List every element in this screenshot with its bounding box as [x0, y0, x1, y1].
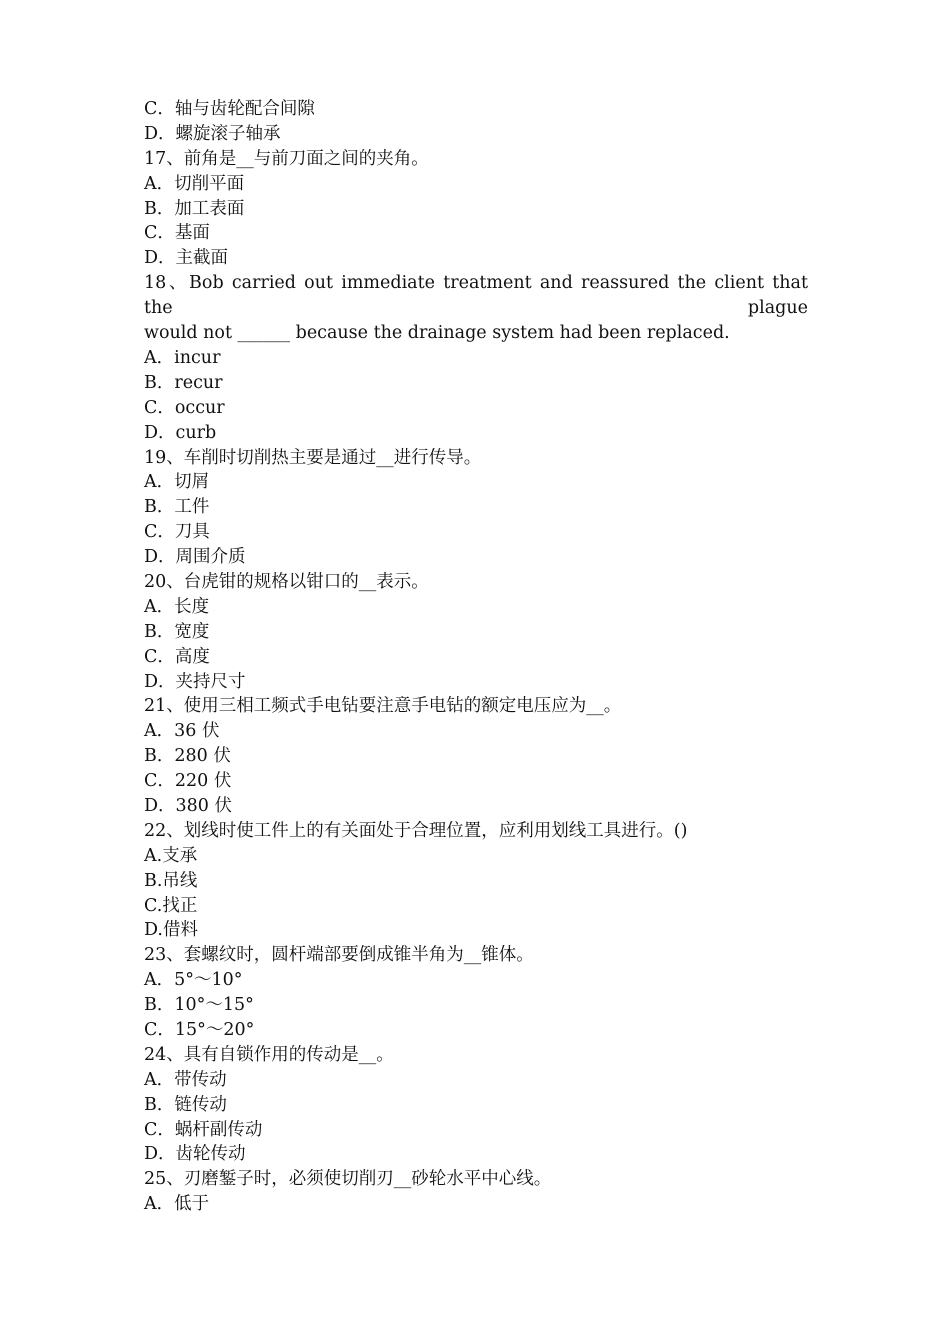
question-21: 21、使用三相工频式手电钻要注意手电钻的额定电压应为__。	[144, 696, 622, 717]
option-line: A.支承	[144, 845, 198, 866]
option-line: A．36 伏	[144, 721, 220, 742]
option-line: A．5°～10°	[144, 970, 243, 991]
question-22: 22、划线时使工件上的有关面处于合理位置，应利用划线工具进行。()	[144, 820, 688, 841]
option-line: C．220 伏	[144, 771, 232, 792]
question-17: 17、前角是__与前刀面之间的夹角。	[144, 148, 429, 169]
option-line: D．主截面	[144, 248, 229, 269]
option-line: B．链传动	[144, 1094, 227, 1115]
option-line: C．蜗杆副传动	[144, 1119, 263, 1140]
option-line: D．curb	[144, 422, 217, 443]
question-20: 20、台虎钳的规格以钳口的__表示。	[144, 571, 429, 592]
option-line: A．incur	[144, 347, 221, 368]
option-line: B.吊线	[144, 870, 198, 891]
option-line: A．切屑	[144, 472, 210, 493]
question-19: 19、车削时切削热主要是通过__进行传导。	[144, 447, 482, 468]
question-18-line-2: would not ______ because the drainage system had been replaced.	[144, 323, 730, 344]
option-line: A．带传动	[144, 1069, 227, 1090]
option-line: C．occur	[144, 397, 225, 418]
option-line: B．加工表面	[144, 198, 245, 219]
question-23: 23、套螺纹时，圆杆端部要倒成锥半角为__锥体。	[144, 945, 534, 966]
option-line: C．基面	[144, 223, 210, 244]
option-line: D．齿轮传动	[144, 1144, 246, 1165]
question-18-line-1: 18、Bob carried out immediate treatment and reassured the client that the plague	[144, 273, 808, 319]
option-line: A．切削平面	[144, 173, 245, 194]
question-25: 25、刃磨錾子时，必须使切削刃__砂轮水平中心线。	[144, 1169, 552, 1190]
option-line: C．高度	[144, 646, 210, 667]
option-line: C．15°～20°	[144, 1020, 255, 1040]
option-line: D．380 伏	[144, 795, 232, 816]
option-line: B．recur	[144, 372, 223, 393]
option-line: A．长度	[144, 596, 210, 617]
document-page	[144, 97, 808, 1217]
option-line: D．夹持尺寸	[144, 671, 246, 692]
option-line: D.借料	[144, 920, 198, 941]
text-line: D．螺旋滚子轴承	[144, 123, 281, 144]
question-24: 24、具有自锁作用的传动是__。	[144, 1044, 394, 1065]
option-line: B．宽度	[144, 621, 210, 642]
option-line: A．低于	[144, 1194, 210, 1215]
option-line: D．周围介质	[144, 547, 246, 568]
option-line: B．10°～15°	[144, 995, 254, 1016]
option-line: B．工件	[144, 497, 210, 518]
text-line: C．轴与齿轮配合间隙	[144, 99, 315, 119]
option-line: B．280 伏	[144, 746, 231, 767]
option-line: C．刀具	[144, 522, 210, 543]
option-line: C.找正	[144, 895, 198, 916]
